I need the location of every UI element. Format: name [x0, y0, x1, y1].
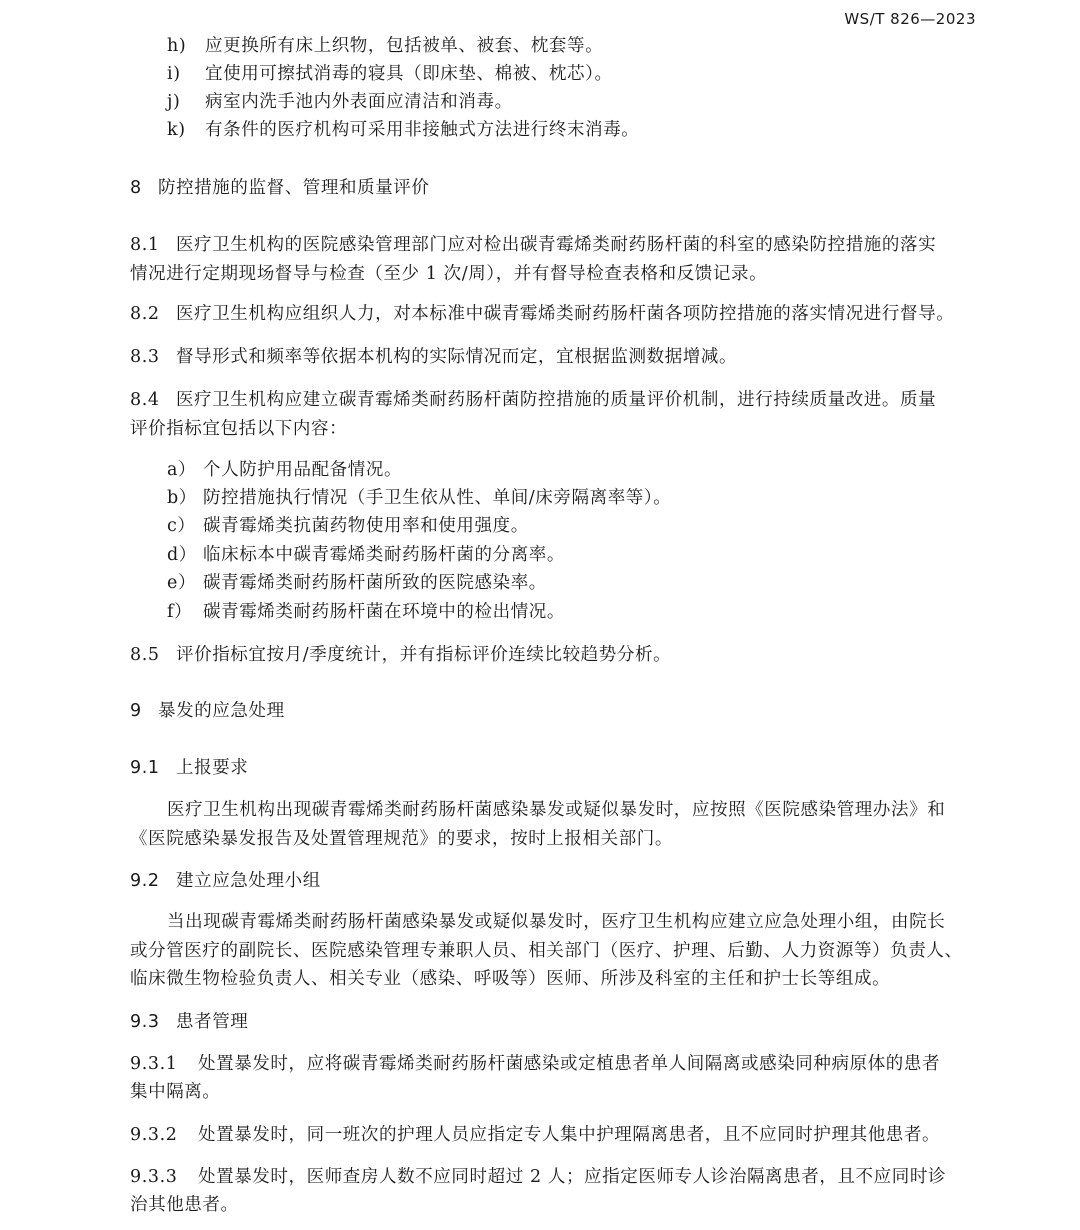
subsection-9-1-heading — [130, 756, 248, 780]
clause-number: 9.3.2 — [130, 1125, 178, 1145]
clause-9-3-3-line1 — [130, 1165, 946, 1189]
clause-9-3-3-line2: 治其他患者。 — [130, 1195, 239, 1215]
list-item-e — [167, 571, 547, 595]
standard-code: WS/T 826—2023 — [844, 10, 976, 28]
clause-text: 医疗卫生机构的医院感染管理部门应对检出碳青霉烯类耐药肠杆菌的科室的感染防控措施的落实 — [176, 235, 937, 255]
list-item-number: c） — [167, 516, 196, 536]
list-item-text: 碳青霉烯类抗菌药物使用率和使用强度。 — [203, 516, 529, 536]
clause-9-3-1-line1 — [130, 1052, 940, 1076]
list-item-i — [167, 62, 613, 86]
clause-text: 处置暴发时，应将碳青霉烯类耐药肠杆菌感染或定植患者单人间隔离或感染同种病原体的患者 — [198, 1054, 941, 1074]
list-item-j — [167, 90, 513, 114]
section-number: 8 — [130, 178, 142, 198]
subsection-title: 建立应急处理小组 — [176, 871, 321, 891]
list-item-text: 防控措施执行情况（手卫生依从性、单间/床旁隔离率等）。 — [203, 488, 672, 508]
clause-8-4-line1 — [130, 388, 936, 412]
clause-8-5 — [130, 643, 671, 667]
list-item-number: k) — [167, 120, 186, 140]
list-item-f — [167, 600, 565, 624]
clause-8-4-line2: 评价指标宜包括以下内容： — [130, 419, 348, 439]
clause-text: 处置暴发时，同一班次的护理人员应指定专人集中护理隔离患者，且不应同时护理其他患者。 — [198, 1125, 941, 1145]
clause-number: 9.3.1 — [130, 1054, 178, 1074]
list-item-number: f） — [167, 602, 193, 622]
clause-number: 8.2 — [130, 304, 160, 324]
clause-9-2-line3: 临床微生物检验负责人、相关专业（感染、呼吸等）医师、所涉及科室的主任和护士长等组成。 — [130, 969, 891, 989]
clause-number: 8.3 — [130, 347, 160, 367]
clause-8-1-line1 — [130, 233, 936, 257]
list-item-text: 碳青霉烯类耐药肠杆菌在环境中的检出情况。 — [203, 602, 565, 622]
clause-8-3 — [130, 345, 737, 369]
clause-9-2-line2: 或分管医疗的副院长、医院感染管理专兼职人员、相关部门（医疗、护理、后勤、人力资源等）负责人、 — [130, 941, 963, 961]
clause-text: 医疗卫生机构应组织人力，对本标准中碳青霉烯类耐药肠杆菌各项防控措施的落实情况进行督导。 — [176, 304, 955, 324]
clause-9-2-line1: 当出现碳青霉烯类耐药肠杆菌感染暴发或疑似暴发时，医疗卫生机构应建立应急处理小组，由院长 — [167, 912, 946, 932]
section-8-heading — [130, 176, 430, 200]
list-item-c — [167, 514, 529, 538]
list-item-k — [167, 118, 639, 142]
clause-text: 评价指标宜按月/季度统计，并有指标评价连续比较趋势分析。 — [176, 645, 672, 665]
list-item-a — [167, 458, 402, 482]
list-item-text: 宜使用可擦拭消毒的寝具（即床垫、棉被、枕芯）。 — [205, 64, 613, 84]
list-item-d — [167, 543, 565, 567]
section-title: 防控措施的监督、管理和质量评价 — [158, 178, 430, 198]
list-item-h — [167, 34, 603, 58]
clause-9-1-line2: 《医院感染暴发报告及处置管理规范》的要求，按时上报相关部门。 — [130, 829, 673, 849]
list-item-number: i) — [167, 64, 181, 84]
list-item-number: h) — [167, 36, 187, 56]
list-item-text: 应更换所有床上织物，包括被单、被套、枕套等。 — [205, 36, 604, 56]
list-item-text: 有条件的医疗机构可采用非接触式方法进行终末消毒。 — [205, 120, 640, 140]
clause-text: 处置暴发时，医师查房人数不应同时超过 2 人；应指定医师专人诊治隔离患者，且不应同时诊 — [198, 1167, 947, 1187]
clause-8-2 — [130, 302, 954, 326]
list-item-number: j) — [167, 92, 181, 112]
list-item-number: b） — [167, 488, 197, 508]
clause-9-3-1-line2: 集中隔离。 — [130, 1082, 221, 1102]
list-item-text: 病室内洗手池内外表面应清洁和消毒。 — [205, 92, 513, 112]
list-item-number: a） — [167, 460, 197, 480]
subsection-number: 9.1 — [130, 758, 160, 778]
clause-8-1-line2: 情况进行定期现场督导与检查（至少 1 次/周），并有督导检查表格和反馈记录。 — [130, 264, 768, 284]
clause-number: 8.4 — [130, 390, 160, 410]
list-item-b — [167, 486, 671, 510]
section-9-heading — [130, 699, 285, 723]
subsection-number: 9.2 — [130, 871, 160, 891]
clause-9-3-2 — [130, 1123, 940, 1147]
clause-number: 8.1 — [130, 235, 160, 255]
section-title: 暴发的应急处理 — [158, 701, 285, 721]
clause-number: 8.5 — [130, 645, 160, 665]
section-number: 9 — [130, 701, 142, 721]
subsection-title: 患者管理 — [176, 1012, 249, 1032]
list-item-number: d） — [167, 545, 197, 565]
list-item-text: 临床标本中碳青霉烯类耐药肠杆菌的分离率。 — [203, 545, 565, 565]
clause-number: 9.3.3 — [130, 1167, 178, 1187]
list-item-text: 个人防护用品配备情况。 — [203, 460, 403, 480]
clause-9-1-line1: 医疗卫生机构出现碳青霉烯类耐药肠杆菌感染暴发或疑似暴发时，应按照《医院感染管理办法》和 — [167, 800, 946, 820]
subsection-number: 9.3 — [130, 1012, 160, 1032]
subsection-9-2-heading — [130, 869, 321, 893]
list-item-number: e） — [167, 573, 197, 593]
subsection-9-3-heading — [130, 1010, 248, 1034]
subsection-title: 上报要求 — [176, 758, 249, 778]
list-item-text: 碳青霉烯类耐药肠杆菌所致的医院感染率。 — [203, 573, 547, 593]
clause-text: 医疗卫生机构应建立碳青霉烯类耐药肠杆菌防控措施的质量评价机制，进行持续质量改进。质量 — [176, 390, 937, 410]
clause-text: 督导形式和频率等依据本机构的实际情况而定，宜根据监测数据增减。 — [176, 347, 738, 367]
